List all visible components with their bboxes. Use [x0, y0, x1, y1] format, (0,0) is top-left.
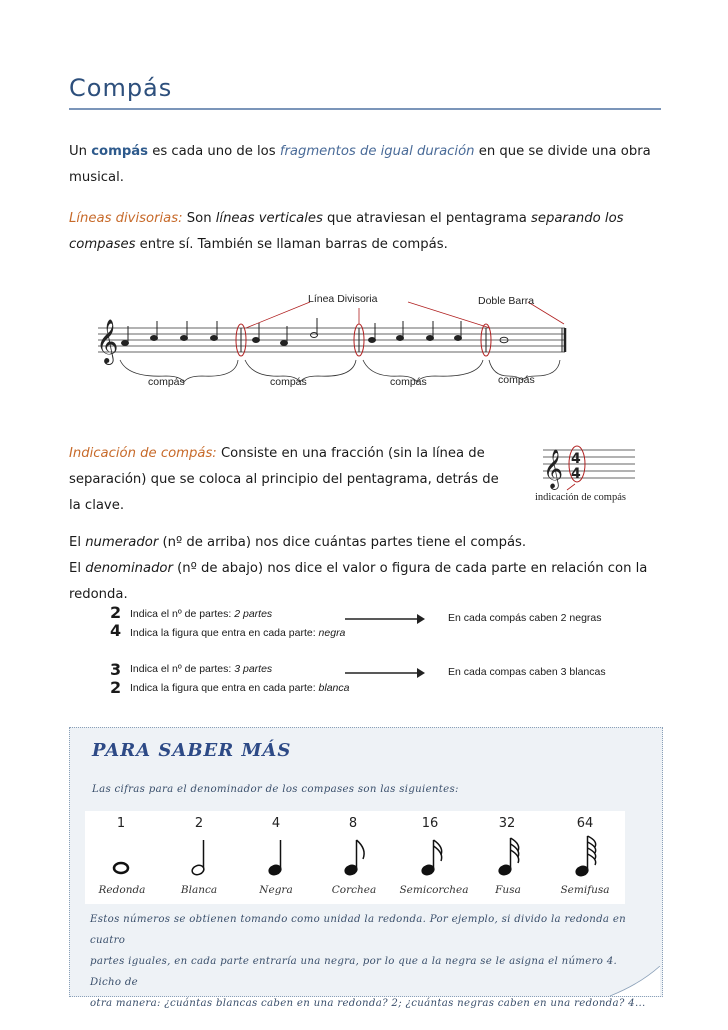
sixty-fourth-note-icon — [575, 836, 596, 877]
text: partes iguales, en cada parte entraría una negra, por lo que a la negra se le asigna el número 4. Dicho de — [90, 956, 618, 988]
thirty-second-note-icon — [498, 838, 519, 876]
note-number: 4 — [271, 816, 281, 831]
note-name: Negra — [259, 884, 293, 896]
text: (nº de abajo) nos dice el valor o figura de cada parte en relación con la — [172, 561, 648, 576]
example-2-result: En cada compas caben 3 blancas — [448, 666, 606, 678]
example-1-explanation — [130, 605, 345, 643]
text: otra manera: ¿cuántas blancas caben en una redonda? 2; ¿cuántas negras caben en una redonda? 4... — [90, 998, 646, 1009]
quarter-note-icon — [268, 840, 282, 876]
text: Indica la figura que entra en cada parte: — [130, 682, 319, 694]
text: es cada uno de los — [148, 144, 280, 159]
text: musical. — [69, 170, 124, 185]
arrow-icon — [345, 612, 425, 626]
text: Son — [182, 211, 216, 226]
term-fragmentos: fragmentos de igual duración — [279, 144, 475, 159]
text: El — [69, 561, 86, 576]
note-name: Blanca — [180, 884, 218, 896]
paragraph-lineas — [69, 206, 669, 258]
paragraph-compas — [69, 139, 669, 191]
term-compas: compás — [91, 144, 149, 159]
denominator: 4 — [110, 621, 122, 640]
text: que atraviesan el pentagrama — [322, 211, 531, 226]
example-1-fraction — [110, 604, 121, 640]
note-number: 8 — [348, 816, 358, 831]
label-compas: compás — [498, 374, 535, 386]
numerator: 2 — [110, 603, 122, 622]
time-sig-denominator: 4 — [571, 466, 581, 482]
numerator: 3 — [110, 660, 122, 679]
term-denominador: denominador — [85, 561, 173, 576]
half-note-icon — [191, 840, 205, 876]
term-numerador: numerador — [85, 535, 159, 550]
staff-figure — [88, 288, 578, 398]
treble-clef-icon: 𝄞 — [543, 449, 564, 489]
note-name: Semifusa — [560, 884, 610, 896]
text: Indica el nº de partes: — [130, 663, 235, 675]
text: separación) que se coloca al principio del pentagrama, detrás de — [69, 472, 499, 487]
text: Indica la figura que entra en cada parte: — [130, 627, 319, 639]
text: Indica el nº de partes: — [130, 608, 235, 620]
text: entre sí. También se llaman barras de compás. — [135, 237, 448, 252]
note-number: 1 — [116, 816, 126, 831]
time-sig-numerator: 4 — [571, 451, 581, 467]
text: El — [69, 535, 86, 550]
note-name: Semicorchea — [399, 884, 469, 896]
info-box-intro: Las cifras para el denominador de los compases son las siguientes: — [92, 784, 459, 795]
text-em: compases — [69, 237, 136, 252]
example-2-explanation — [130, 660, 350, 698]
text-em: separando los — [530, 211, 624, 226]
info-box-title: PARA SABER MÁS — [92, 740, 292, 761]
text-em: 2 partes — [234, 608, 273, 620]
arrow-icon — [345, 666, 425, 680]
page-curl-decoration — [600, 966, 660, 996]
text-em: 3 partes — [234, 663, 273, 675]
label-doble-barra: Doble Barra — [478, 295, 535, 307]
page-title: Compás — [69, 74, 173, 102]
text-em: blanca — [318, 682, 350, 694]
label-compas: compás — [148, 376, 185, 388]
note-number: 2 — [194, 816, 204, 831]
time-signature-figure — [535, 440, 640, 506]
example-2-fraction — [110, 661, 121, 697]
heading-indicacion-compas: Indicación de compás: — [69, 446, 217, 461]
paragraph-indicacion — [69, 441, 509, 519]
heading-lineas-divisorias: Líneas divisorias: — [69, 211, 183, 226]
title-underline — [69, 108, 661, 110]
note-number: 64 — [576, 816, 594, 831]
treble-clef-icon: 𝄞 — [96, 319, 119, 363]
label-compas: compás — [390, 376, 427, 388]
whole-note-icon — [114, 863, 128, 873]
eighth-note-icon — [344, 840, 364, 876]
note-name: Fusa — [495, 884, 521, 896]
paragraph-numerador — [69, 530, 689, 608]
text: Un — [69, 144, 92, 159]
note-symbols — [85, 835, 625, 880]
text: Consiste en una fracción (sin la línea de — [216, 446, 485, 461]
text: en que se divide una obra — [474, 144, 651, 159]
info-box-explanation — [90, 909, 650, 1014]
denominator: 2 — [110, 678, 122, 697]
note-name: Redonda — [98, 884, 146, 896]
text-em: líneas verticales — [215, 211, 323, 226]
text: la clave. — [69, 498, 125, 513]
note-number: 32 — [498, 816, 516, 831]
text: (nº de arriba) nos dice cuántas partes tiene el compás. — [158, 535, 527, 550]
text-em: negra — [318, 627, 346, 639]
sixteenth-note-icon — [421, 840, 442, 876]
text: Estos números se obtienen tomando como unidad la redonda. Por ejemplo, si divido la redonda en cuatro — [90, 914, 627, 946]
label-compas: compás — [270, 376, 307, 388]
note-name: Corchea — [331, 884, 377, 896]
text: redonda. — [69, 587, 128, 602]
caption-indicacion-compas: indicación de compás — [535, 492, 626, 503]
label-linea-divisoria: Línea Divisoria — [308, 293, 378, 305]
example-1-result: En cada compás caben 2 negras — [448, 612, 602, 624]
note-number: 16 — [421, 816, 439, 831]
